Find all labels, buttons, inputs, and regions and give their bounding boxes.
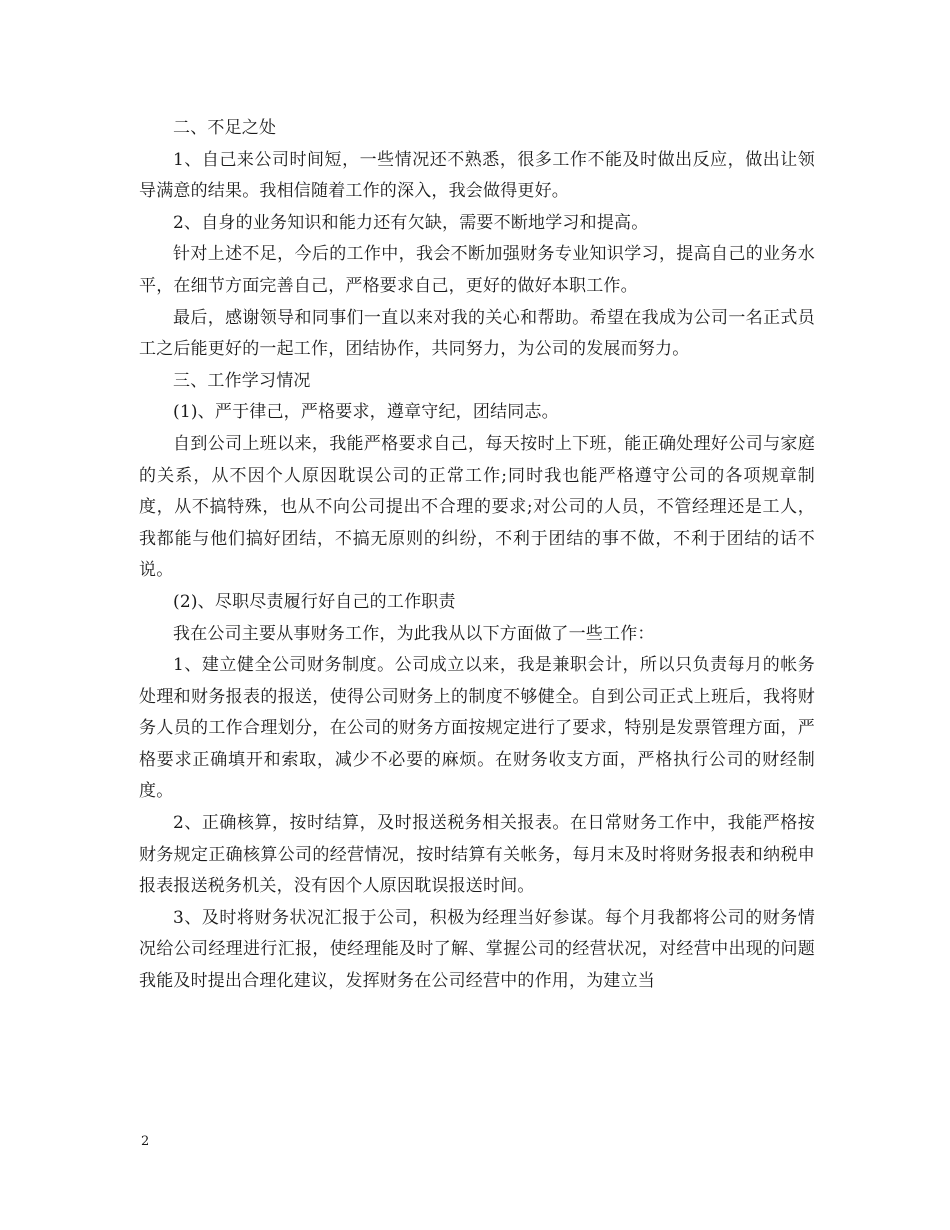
paragraph: 最后，感谢领导和同事们一直以来对我的关心和帮助。希望在我成为公司一名正式员工之后能更好的一起工作，团结协作，共同努力，为公司的发展而努力。 (139, 307, 815, 360)
paragraph: 2、自身的业务知识和能力还有欠缺，需要不断地学习和提高。 (173, 212, 649, 233)
document-body (139, 113, 815, 998)
paragraph: 2、正确核算，按时结算，及时报送税务相关报表。在日常财务工作中，我能严格按财务规定正确核算公司的经营情况，按时结算有关帐务，每月末及时将财务报表和纳税申报表报送税务机关，没有因个人原因耽误报送时间。 (139, 813, 815, 897)
paragraph: 1、自己来公司时间短，一些情况还不熟悉，很多工作不能及时做出反应，做出让领导满意的结果。我相信随着工作的深入，我会做得更好。 (139, 149, 815, 202)
paragraph: 1、建立健全公司财务制度。公司成立以来，我是兼职会计，所以只负责每月的帐务处理和财务报表的报送，使得公司财务上的制度不够健全。自到公司正式上班后，我将财务人员的工作合理划分，在公司的财务方面按规定进行了要求，特别是发票管理方面，严格要求正确填开和索取，减少不必要的麻烦。在财务收支方面，严格执行公司的财经制度。 (139, 655, 815, 802)
subheading: (2)、尽职尽责履行好自己的工作职责 (173, 591, 456, 612)
section-heading-shortcomings: 二、不足之处 (173, 118, 277, 138)
paragraph: 我在公司主要从事财务工作，为此我从以下方面做了一些工作： (173, 623, 655, 644)
paragraph: 自到公司上班以来，我能严格要求自己，每天按时上下班，能正确处理好公司与家庭的关系，从不因个人原因耽误公司的正常工作;同时我也能严格遵守公司的各项规章制度，从不搞特殊，也从不向公司提出不合理的要求;对公司的人员，不管经理还是工人，我都能与他们搞好团结，不搞无原则的纠纷，不利于团结的事不做，不利于团结的话不说。 (139, 433, 815, 581)
paragraph: 3、及时将财务状况汇报于公司，积极为经理当好参谋。每个月我都将公司的财务情况给公司经理进行汇报，使经理能及时了解、掌握公司的经营状况，对经营中出现的问题我能及时提出合理化建议，发挥财务在公司经营中的作用，为建立当 (139, 907, 815, 992)
page-number: 2 (141, 1134, 150, 1149)
subheading: (1)、严于律己，严格要求，遵章守纪，团结同志。 (173, 402, 559, 423)
section-heading-work-study: 三、工作学习情况 (173, 370, 311, 391)
paragraph: 针对上述不足，今后的工作中，我会不断加强财务专业知识学习，提高自己的业务水平，在细节方面完善自己，严格要求自己，更好的做好本职工作。 (139, 244, 815, 296)
